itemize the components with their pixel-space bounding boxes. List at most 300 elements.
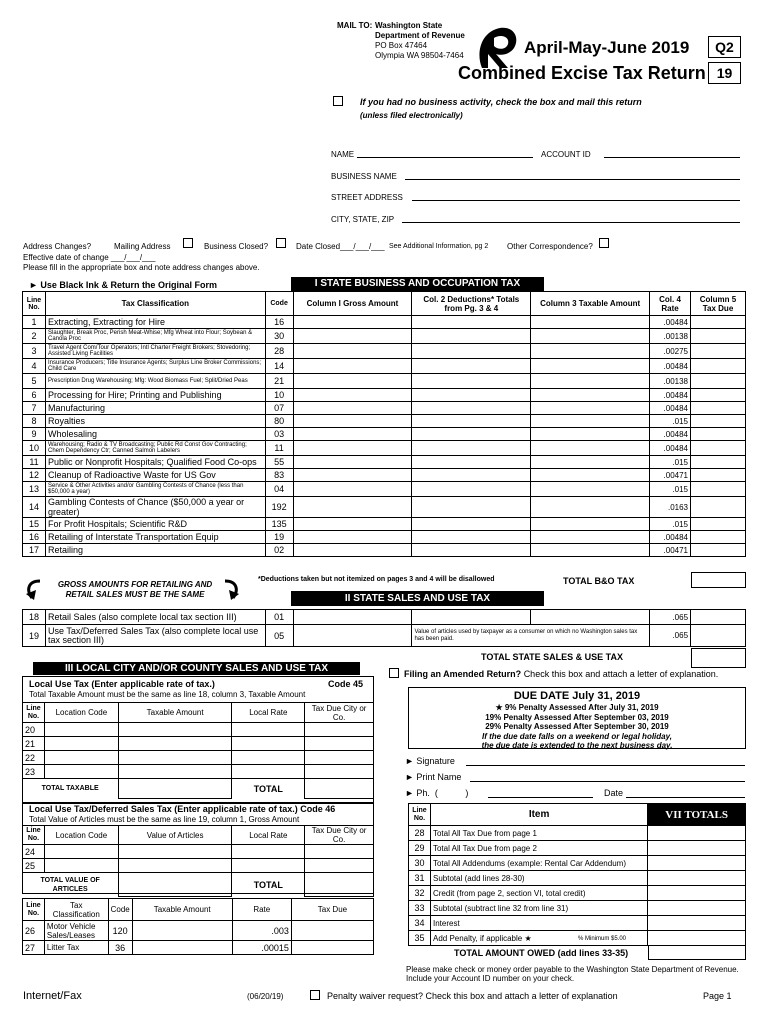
deductions-cell[interactable] bbox=[412, 544, 531, 557]
effective-date-label: Effective date of change ___/___/___ bbox=[23, 253, 156, 262]
form-title: Combined Excise Tax Return bbox=[458, 63, 706, 83]
signature-label: ► Signature bbox=[405, 756, 455, 766]
tax-due-cell[interactable] bbox=[691, 625, 746, 647]
quarter-box: Q2 bbox=[708, 36, 741, 58]
line-no: 25 bbox=[23, 859, 45, 873]
line-no: 5 bbox=[23, 374, 46, 389]
gross-amount-cell[interactable] bbox=[293, 389, 412, 402]
bo-row bbox=[23, 428, 746, 441]
classification: Cleanup of Radioactive Waste for US Gov bbox=[45, 469, 265, 482]
location-cell[interactable] bbox=[44, 859, 118, 873]
total-owed-field[interactable] bbox=[648, 945, 746, 960]
due-cell[interactable] bbox=[305, 845, 374, 859]
deductions-cell[interactable] bbox=[412, 402, 531, 415]
date-field[interactable] bbox=[626, 797, 745, 798]
line-no: 1 bbox=[23, 316, 46, 329]
h-rate: Local Rate bbox=[232, 826, 305, 845]
gross-amount-cell[interactable] bbox=[293, 531, 412, 544]
total-owed-label: TOTAL AMOUNT OWED (add lines 33-35) bbox=[454, 948, 629, 958]
tax-due-cell[interactable] bbox=[691, 374, 746, 389]
line-no: 22 bbox=[23, 751, 45, 765]
rate-cell[interactable] bbox=[232, 845, 305, 859]
penalty-2: 19% Penalty Assessed After September 03, 2019 bbox=[485, 712, 669, 722]
tax-due-cell[interactable] bbox=[691, 610, 746, 625]
amended-return-checkbox[interactable] bbox=[389, 668, 399, 678]
line-no: 12 bbox=[23, 469, 46, 482]
section-1-title: I STATE BUSINESS AND OCCUPATION TAX bbox=[291, 277, 544, 291]
line-no: 6 bbox=[23, 389, 46, 402]
rate: .015 bbox=[650, 482, 691, 497]
rate-cell[interactable] bbox=[232, 723, 305, 737]
line-no: 35 bbox=[409, 931, 431, 946]
print-name-label: ► Print Name bbox=[405, 772, 462, 782]
penalty-waiver-text: Penalty waiver request? Check this box and attach a letter of explanation bbox=[327, 991, 618, 1001]
black-ink-instruction: ► Use Black Ink & Return the Original Form bbox=[29, 280, 217, 290]
year-box: 19 bbox=[708, 62, 741, 84]
tax-due-cell[interactable] bbox=[691, 359, 746, 374]
taxable-cell[interactable] bbox=[132, 921, 232, 941]
gross-amount-cell[interactable] bbox=[293, 497, 412, 518]
gross-amount-cell[interactable] bbox=[293, 625, 412, 647]
taxable-amount-cell[interactable] bbox=[531, 329, 650, 344]
deferred-sub: Total Value of Articles must be the same as line 19, column 1, Gross Amount bbox=[29, 815, 300, 824]
total-due-cell[interactable] bbox=[305, 779, 374, 799]
location-cell[interactable] bbox=[44, 845, 118, 859]
totals-row bbox=[409, 826, 746, 841]
local-use-title: Local Use Tax (Enter applicable rate of tax.) bbox=[29, 679, 215, 689]
penalty-waiver-checkbox[interactable] bbox=[310, 990, 320, 1000]
line-no: 8 bbox=[23, 415, 46, 428]
line-no: 21 bbox=[23, 737, 45, 751]
totals-row bbox=[409, 871, 746, 886]
classification: Retailing of Interstate Transportation Equip bbox=[45, 531, 265, 544]
taxable-amount-cell[interactable] bbox=[531, 402, 650, 415]
line-no: 16 bbox=[23, 531, 46, 544]
totals-row bbox=[409, 916, 746, 931]
mailing-address-checkbox[interactable] bbox=[183, 238, 193, 248]
total-sales-use-field[interactable] bbox=[691, 648, 746, 668]
gross-amount-cell[interactable] bbox=[293, 329, 412, 344]
deductions-cell[interactable] bbox=[412, 415, 531, 428]
deductions-cell[interactable] bbox=[412, 389, 531, 402]
amount-cell[interactable] bbox=[648, 856, 746, 871]
line-no: 14 bbox=[23, 497, 46, 518]
taxable-amount-cell[interactable] bbox=[531, 344, 650, 359]
classification: Litter Tax bbox=[44, 941, 108, 955]
phone-label: ► Ph. ( ) bbox=[405, 788, 469, 798]
city-field[interactable] bbox=[402, 222, 740, 223]
header-col2: Col. 2 Deductions* Totals from Pg. 3 & 4 bbox=[412, 292, 531, 316]
code: 192 bbox=[265, 497, 293, 518]
line-no: 18 bbox=[23, 610, 46, 625]
due-date-box bbox=[408, 687, 746, 749]
header-col3: Column 3 Taxable Amount bbox=[531, 292, 650, 316]
taxable-amount-cell[interactable] bbox=[531, 497, 650, 518]
taxable-cell[interactable] bbox=[118, 751, 232, 765]
classification: Use Tax/Deferred Sales Tax (also complete local use tax section III) bbox=[45, 625, 265, 647]
due-cell[interactable] bbox=[305, 723, 374, 737]
rate-cell[interactable] bbox=[232, 751, 305, 765]
h-line: Line No. bbox=[23, 826, 45, 845]
bo-row bbox=[23, 344, 746, 359]
item-label: Interest bbox=[430, 916, 647, 931]
business-name-label: BUSINESS NAME bbox=[331, 172, 397, 181]
section-3-title: III LOCAL CITY AND/OR COUNTY SALES AND USE TAX bbox=[33, 662, 360, 675]
rate: .00471 bbox=[650, 544, 691, 557]
h-taxable: Taxable Amount bbox=[118, 703, 232, 723]
deductions-cell[interactable] bbox=[412, 344, 531, 359]
rate: .00484 bbox=[650, 441, 691, 456]
taxable-amount-cell[interactable] bbox=[531, 374, 650, 389]
rate: .00471 bbox=[650, 469, 691, 482]
due-cell[interactable] bbox=[305, 751, 374, 765]
amount-cell[interactable] bbox=[648, 886, 746, 901]
tax-due-cell[interactable] bbox=[691, 482, 746, 497]
line-no: 15 bbox=[23, 518, 46, 531]
h-taxable: Taxable Amount bbox=[132, 899, 232, 921]
item-label: Subtotal (subtract line 32 from line 31) bbox=[430, 901, 647, 916]
amount-cell[interactable] bbox=[648, 916, 746, 931]
bo-row bbox=[23, 518, 746, 531]
classification: Wholesaling bbox=[45, 428, 265, 441]
curved-arrow-right-icon bbox=[221, 578, 243, 602]
code: 36 bbox=[108, 941, 132, 955]
line-no: 30 bbox=[409, 856, 431, 871]
code: 05 bbox=[265, 625, 293, 647]
taxable-amount-cell[interactable] bbox=[531, 544, 650, 557]
mail-to-address bbox=[375, 21, 465, 61]
location-cell[interactable] bbox=[44, 751, 118, 765]
code: 04 bbox=[265, 482, 293, 497]
tax-due-cell[interactable] bbox=[691, 344, 746, 359]
taxable-amount-cell[interactable] bbox=[531, 469, 650, 482]
bo-row bbox=[23, 329, 746, 344]
deductions-cell[interactable] bbox=[412, 441, 531, 456]
bo-row bbox=[23, 374, 746, 389]
classification: Prescription Drug Warehousing; Mfg: Wood Biomass Fuel; Split/Dried Peas bbox=[45, 374, 265, 389]
deductions-cell[interactable] bbox=[412, 456, 531, 469]
classification: For Profit Hospitals; Scientific R&D bbox=[45, 518, 265, 531]
classification: Royalties bbox=[45, 415, 265, 428]
total-due-cell[interactable] bbox=[305, 873, 374, 897]
tax-due-cell[interactable] bbox=[691, 544, 746, 557]
classification: Retailing bbox=[45, 544, 265, 557]
classification: Gambling Contests of Chance ($50,000 a year or greater) bbox=[45, 497, 265, 518]
code: 10 bbox=[265, 389, 293, 402]
deductions-cell[interactable] bbox=[412, 329, 531, 344]
gross-amount-cell[interactable] bbox=[293, 518, 412, 531]
classification: Processing for Hire; Printing and Publishing bbox=[45, 389, 265, 402]
code: 11 bbox=[265, 441, 293, 456]
gross-amount-cell[interactable] bbox=[293, 441, 412, 456]
h-line: Line No. bbox=[23, 899, 45, 921]
rate: .00138 bbox=[650, 329, 691, 344]
phone-field[interactable] bbox=[488, 797, 593, 798]
tax-due-cell[interactable] bbox=[691, 531, 746, 544]
value-cell[interactable] bbox=[118, 845, 232, 859]
taxable-amount-cell[interactable] bbox=[531, 518, 650, 531]
deductions-cell[interactable] bbox=[412, 316, 531, 329]
rate-cell[interactable] bbox=[232, 737, 305, 751]
other-correspondence-label: Other Correspondence? bbox=[507, 242, 593, 251]
section-2-title: II STATE SALES AND USE TAX bbox=[291, 591, 544, 606]
tax-due-cell[interactable] bbox=[691, 329, 746, 344]
classification: Insurance Producers; Title Insurance Agents; Surplus Line Broker Commissions; Child Care bbox=[45, 359, 265, 374]
business-closed-checkbox[interactable] bbox=[276, 238, 286, 248]
line-no: 23 bbox=[23, 765, 45, 779]
classification: Service & Other Activities and/or Gambling Contests of Chance (less than $50,000 a year) bbox=[45, 482, 265, 497]
header-classification: Tax Classification bbox=[45, 292, 265, 316]
h-line: Line No. bbox=[409, 804, 431, 826]
gross-amount-cell[interactable] bbox=[293, 344, 412, 359]
gross-amount-cell[interactable] bbox=[293, 428, 412, 441]
taxable-amount-cell[interactable] bbox=[531, 456, 650, 469]
no-activity-text: If you had no business activity, check the box and mail this return bbox=[360, 97, 642, 107]
rate: .065 bbox=[650, 610, 691, 625]
bo-row bbox=[23, 544, 746, 557]
amended-bold: Filing an Amended Return? bbox=[404, 669, 522, 679]
h-rate: Local Rate bbox=[232, 703, 305, 723]
mail-line: Department of Revenue bbox=[375, 31, 465, 40]
tax-due-cell[interactable] bbox=[691, 415, 746, 428]
rate: .00138 bbox=[650, 374, 691, 389]
taxable-amount-cell[interactable] bbox=[531, 482, 650, 497]
total-label: TOTAL bbox=[253, 879, 283, 890]
sales-use-tax-table bbox=[22, 609, 746, 647]
rate-cell[interactable] bbox=[232, 859, 305, 873]
rate: .0163 bbox=[650, 497, 691, 518]
header-line: Line No. bbox=[23, 292, 46, 316]
h-due: Tax Due City or Co. bbox=[305, 703, 374, 723]
header-col4: Col. 4 Rate bbox=[650, 292, 691, 316]
amount-cell[interactable] bbox=[648, 841, 746, 856]
classification: Extracting, Extracting for Hire bbox=[45, 316, 265, 329]
account-field[interactable] bbox=[604, 157, 740, 158]
rate: .00015 bbox=[232, 941, 291, 955]
total-bo-field[interactable] bbox=[691, 572, 746, 588]
tax-due-cell[interactable] bbox=[691, 428, 746, 441]
code: 30 bbox=[265, 329, 293, 344]
h-value: Value of Articles bbox=[118, 826, 232, 845]
minimum-note: % Minimum $5.00 bbox=[578, 936, 627, 942]
item-label: Subtotal (add lines 28-30) bbox=[430, 871, 647, 886]
footer-internet-fax: Internet/Fax bbox=[23, 990, 82, 1002]
page-number: Page 1 bbox=[703, 991, 732, 1001]
code: 01 bbox=[265, 610, 293, 625]
address-changes-label: Address Changes? bbox=[23, 242, 92, 251]
total-sales-use-label: TOTAL STATE SALES & USE TAX bbox=[481, 652, 624, 662]
h-line: Line No. bbox=[23, 703, 45, 723]
taxable-amount-cell[interactable] bbox=[531, 415, 650, 428]
line-no: 20 bbox=[23, 723, 45, 737]
gross-amount-cell[interactable] bbox=[293, 456, 412, 469]
rate: .015 bbox=[650, 456, 691, 469]
due-note-2: the due date is extended to the next business day. bbox=[481, 741, 673, 750]
taxable-amount-cell[interactable] bbox=[531, 428, 650, 441]
due-cell[interactable] bbox=[305, 737, 374, 751]
gross-amount-cell[interactable] bbox=[293, 415, 412, 428]
gross-amount-cell[interactable] bbox=[293, 469, 412, 482]
tax-due-cell[interactable] bbox=[691, 497, 746, 518]
total-value-label: TOTAL VALUE OF ARTICLES bbox=[40, 876, 100, 893]
h-code: Code bbox=[108, 899, 132, 921]
rate: .015 bbox=[650, 415, 691, 428]
item-label: Total All Addendums (example: Rental Car Addendum) bbox=[430, 856, 647, 871]
totals-row bbox=[409, 931, 746, 946]
bo-row bbox=[23, 482, 746, 497]
total-bo-label: TOTAL B&O TAX bbox=[563, 576, 635, 586]
h-due: Tax Due City or Co. bbox=[305, 826, 374, 845]
item-label: Credit (from page 2, section VI, total credit) bbox=[430, 886, 647, 901]
bo-row bbox=[23, 402, 746, 415]
totals-row bbox=[409, 841, 746, 856]
tax-due-cell[interactable] bbox=[691, 518, 746, 531]
code: 135 bbox=[265, 518, 293, 531]
line-no: 33 bbox=[409, 901, 431, 916]
line-no: 9 bbox=[23, 428, 46, 441]
other-correspondence-checkbox[interactable] bbox=[599, 238, 609, 248]
code: 07 bbox=[265, 402, 293, 415]
date-closed-label: Date Closed___/___/___ bbox=[296, 242, 385, 251]
gross-amount-cell[interactable] bbox=[293, 482, 412, 497]
amount-cell[interactable] bbox=[648, 826, 746, 841]
deductions-cell[interactable] bbox=[412, 610, 531, 625]
deductions-cell[interactable] bbox=[412, 497, 531, 518]
due-cell[interactable] bbox=[305, 859, 374, 873]
tax-due-cell[interactable] bbox=[691, 456, 746, 469]
rate-cell[interactable] bbox=[232, 765, 305, 779]
item-label: Total All Tax Due from page 1 bbox=[430, 826, 647, 841]
line-no: 3 bbox=[23, 344, 46, 359]
taxable-cell[interactable] bbox=[132, 941, 232, 955]
taxable-amount-cell[interactable] bbox=[531, 531, 650, 544]
totals-row bbox=[409, 856, 746, 871]
h-rate: Rate bbox=[232, 899, 291, 921]
rate: .065 bbox=[650, 625, 691, 647]
total-value-cell[interactable] bbox=[118, 873, 232, 897]
bo-row bbox=[23, 497, 746, 518]
taxable-amount-cell[interactable] bbox=[531, 441, 650, 456]
gross-amount-cell[interactable] bbox=[293, 374, 412, 389]
line-no: 19 bbox=[23, 625, 46, 647]
deductions-cell[interactable] bbox=[412, 469, 531, 482]
rate: .00484 bbox=[650, 389, 691, 402]
due-cell[interactable] bbox=[291, 941, 373, 955]
taxable-amount-cell[interactable] bbox=[531, 359, 650, 374]
gross-amount-cell[interactable] bbox=[293, 610, 412, 625]
h-item: Item bbox=[430, 804, 647, 826]
h-location: Location Code bbox=[44, 703, 118, 723]
name-field[interactable] bbox=[357, 157, 533, 158]
gross-amount-cell[interactable] bbox=[293, 544, 412, 557]
classification: Manufacturing bbox=[45, 402, 265, 415]
tax-due-cell[interactable] bbox=[691, 389, 746, 402]
code: 19 bbox=[265, 531, 293, 544]
value-cell[interactable] bbox=[118, 859, 232, 873]
deductions-cell[interactable] bbox=[412, 428, 531, 441]
totals-row bbox=[409, 901, 746, 916]
classification: Motor Vehicle Sales/Leases bbox=[44, 921, 108, 941]
deductions-cell[interactable] bbox=[412, 359, 531, 374]
h-due: Tax Due bbox=[291, 899, 373, 921]
print-name-field[interactable] bbox=[470, 781, 745, 782]
deductions-note: *Deductions taken but not itemized on pages 3 and 4 will be disallowed bbox=[258, 576, 495, 583]
item-label: Add Penalty, if applicable ★ bbox=[430, 931, 647, 946]
taxable-cell[interactable] bbox=[118, 723, 232, 737]
rate: .00484 bbox=[650, 359, 691, 374]
mail-line: Olympia WA 98504-7464 bbox=[375, 51, 464, 60]
line-no: 17 bbox=[23, 544, 46, 557]
amount-cell[interactable] bbox=[648, 931, 746, 946]
taxable-amount-cell[interactable] bbox=[531, 316, 650, 329]
location-cell[interactable] bbox=[44, 737, 118, 751]
due-cell[interactable] bbox=[305, 765, 374, 779]
footer-date: (06/20/19) bbox=[247, 992, 284, 1001]
item-label: Total All Tax Due from page 2 bbox=[430, 841, 647, 856]
classification: Warehousing; Radio & TV Broadcasting; Public Rd Const Gov Contracting; Chem Dependency Ctr; Canned Salmon Labelers bbox=[45, 441, 265, 456]
bo-row bbox=[23, 441, 746, 456]
street-field[interactable] bbox=[412, 200, 740, 201]
deductions-cell[interactable] bbox=[412, 531, 531, 544]
mail-line: PO Box 47464 bbox=[375, 41, 428, 50]
consumer-note: Value of articles used by taxpayer as a consumer on which no Washington sales tax has been paid. bbox=[412, 625, 650, 647]
gross-amount-cell[interactable] bbox=[293, 316, 412, 329]
no-activity-checkbox[interactable] bbox=[333, 96, 343, 106]
taxable-amount-cell[interactable] bbox=[531, 389, 650, 402]
location-cell[interactable] bbox=[44, 723, 118, 737]
tax-due-cell[interactable] bbox=[691, 402, 746, 415]
signature-field[interactable] bbox=[466, 765, 745, 766]
code: 02 bbox=[265, 544, 293, 557]
gross-amount-cell[interactable] bbox=[293, 359, 412, 374]
business-closed-label: Business Closed? bbox=[204, 242, 269, 251]
mail-to-label: MAIL TO: bbox=[337, 21, 373, 30]
tax-due-cell[interactable] bbox=[691, 441, 746, 456]
location-cell[interactable] bbox=[44, 765, 118, 779]
business-name-field[interactable] bbox=[405, 179, 740, 180]
amount-cell[interactable] bbox=[648, 871, 746, 886]
taxable-cell[interactable] bbox=[118, 765, 232, 779]
local-use-sub: Total Taxable Amount must be the same as line 18, column 3, Taxable Amount bbox=[29, 690, 306, 699]
deductions-cell[interactable] bbox=[412, 518, 531, 531]
amount-cell[interactable] bbox=[648, 901, 746, 916]
period-title: April-May-June 2019 bbox=[524, 38, 690, 57]
tax-due-cell[interactable] bbox=[691, 469, 746, 482]
city-label: CITY, STATE, ZIP bbox=[331, 215, 395, 224]
line-no: 11 bbox=[23, 456, 46, 469]
name-label: NAME bbox=[331, 150, 355, 159]
deductions-cell[interactable] bbox=[412, 374, 531, 389]
curved-arrow-left-icon bbox=[22, 578, 44, 602]
gross-amounts-note: GROSS AMOUNTS FOR RETAILING AND RETAIL SALES MUST BE THE SAME bbox=[57, 580, 213, 599]
bo-row bbox=[23, 389, 746, 402]
deductions-cell[interactable] bbox=[412, 482, 531, 497]
deferred-table bbox=[22, 825, 374, 897]
total-taxable-cell[interactable] bbox=[118, 779, 232, 799]
line-no: 34 bbox=[409, 916, 431, 931]
taxable-cell[interactable] bbox=[118, 737, 232, 751]
line-no: 10 bbox=[23, 441, 46, 456]
due-date-title: DUE DATE July 31, 2019 bbox=[513, 690, 641, 702]
gross-amount-cell[interactable] bbox=[293, 402, 412, 415]
mailing-address-label: Mailing Address bbox=[114, 242, 171, 251]
tax-due-cell[interactable] bbox=[691, 316, 746, 329]
local-use-table bbox=[22, 702, 374, 799]
taxable-amount-cell[interactable] bbox=[531, 610, 650, 625]
due-cell[interactable] bbox=[291, 921, 373, 941]
amended-return-text bbox=[404, 669, 718, 679]
penalty-1: ★ 9% Penalty Assessed After July 31, 2019 bbox=[495, 703, 659, 712]
